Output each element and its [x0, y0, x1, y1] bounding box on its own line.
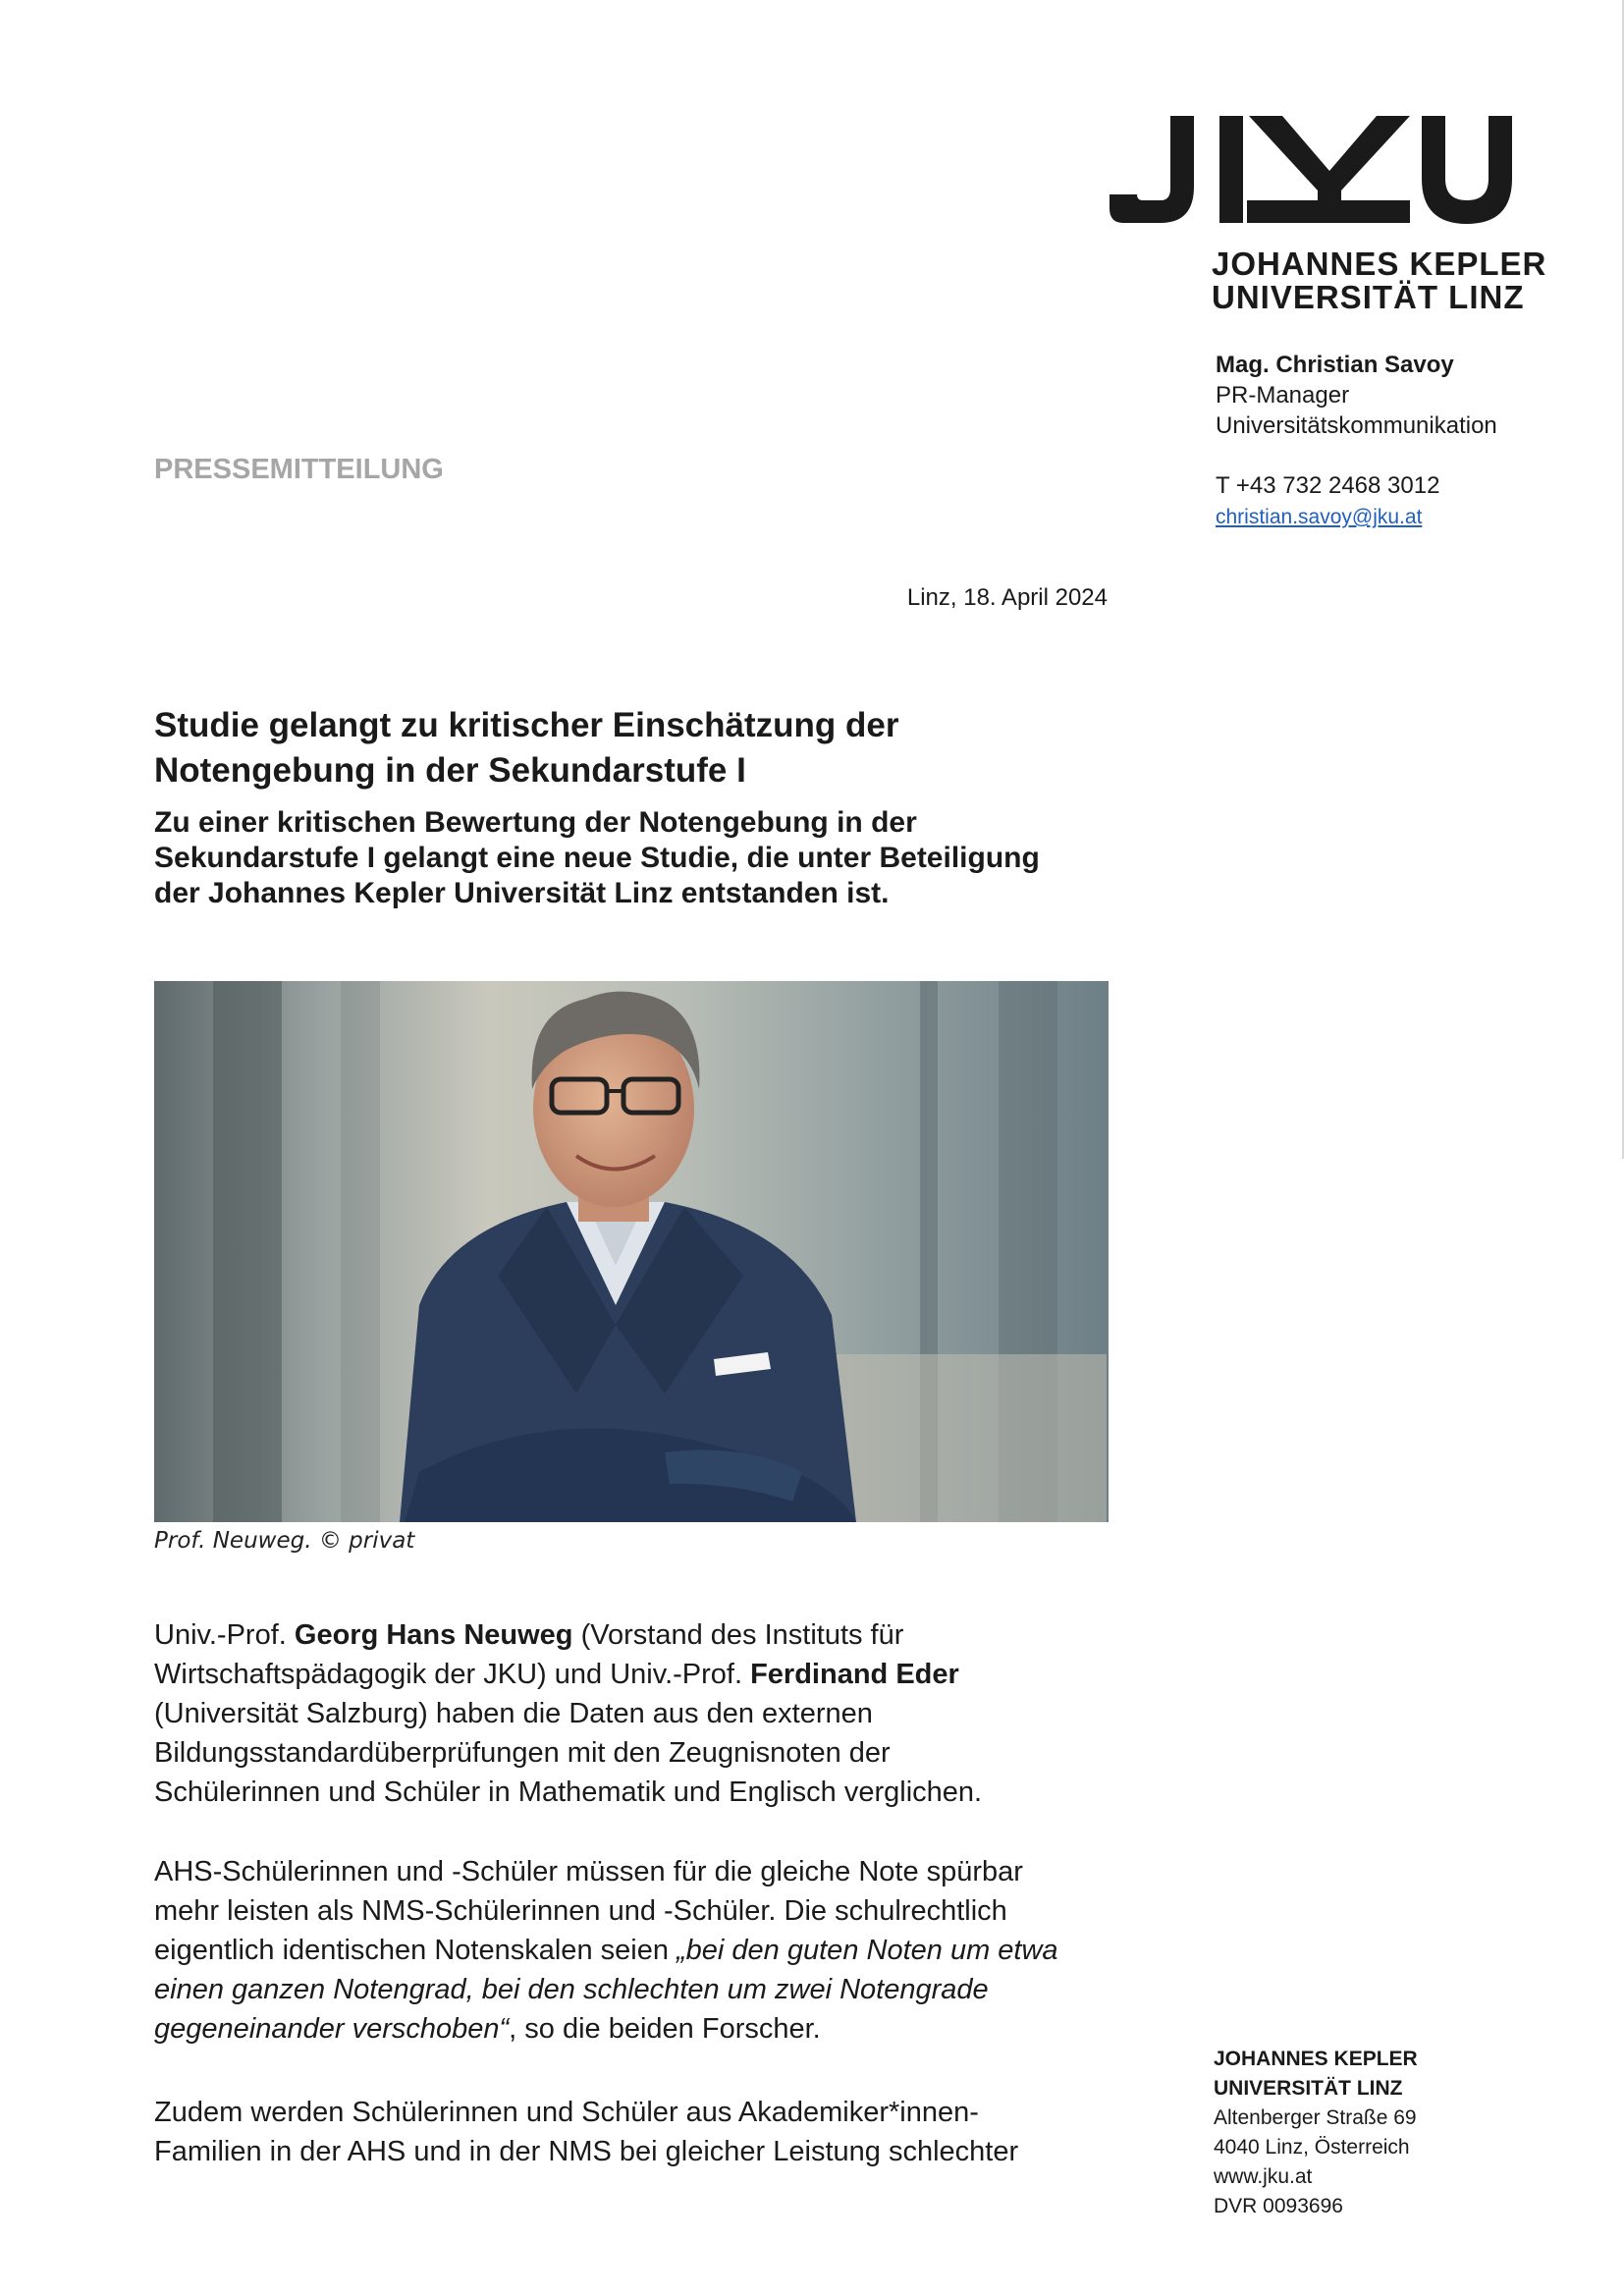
contact-phone: T +43 732 2468 3012 [1216, 472, 1440, 499]
document-type-label: PRESSEMITTEILUNG [154, 454, 444, 485]
body-paragraph-1 [154, 1615, 1126, 1812]
address-line1: JOHANNES KEPLER [1214, 2048, 1418, 2070]
body-paragraph-3 [154, 2093, 1126, 2171]
p3-line1: Zudem werden Schülerinnen und Schüler aus Akademiker*innen- [154, 2097, 979, 2128]
press-contact [1216, 350, 1589, 532]
p1-text-f: (Universität Salzburg) haben die Daten aus den externen [154, 1698, 873, 1729]
headline-line2: Notengebung in der Sekundarstufe I [154, 751, 746, 790]
contact-name: Mag. Christian Savoy [1216, 352, 1454, 378]
release-date: Linz, 18. April 2024 [906, 584, 1108, 611]
address-dvr: DVR 0093696 [1214, 2195, 1343, 2217]
lead-paragraph [154, 805, 1116, 911]
person-name-neuweg: Georg Hans Neuweg [294, 1619, 573, 1651]
p1-text-h: Schülerinnen und Schüler in Mathematik und Englisch verglichen. [154, 1777, 983, 1808]
p2-line2: mehr leisten als NMS-Schülerinnen und -Schüler. Die schulrechtlich [154, 1895, 1007, 1927]
contact-department: Universitätskommunikation [1216, 412, 1497, 439]
headline-line1: Studie gelangt zu kritischer Einschätzung der [154, 706, 899, 744]
p1-text-c: (Vorstand des Instituts für [572, 1619, 904, 1651]
p1-text-a: Univ.-Prof. [154, 1619, 295, 1651]
jku-logo [1110, 110, 1547, 316]
p3-line2: Familien in der AHS und in der NMS bei gleicher Leistung schlechter [154, 2136, 1019, 2167]
address-street: Altenberger Straße 69 [1214, 2106, 1417, 2129]
p1-text-g: Bildungsstandardüberprüfungen mit den Zeugnisnoten der [154, 1737, 891, 1769]
contact-email-link[interactable]: christian.savoy@jku.at [1216, 506, 1423, 528]
p2-line1: AHS-Schülerinnen und -Schüler müssen für die gleiche Note spürbar [154, 1856, 1023, 1887]
headline [154, 703, 1116, 793]
quote-part1: „bei den guten Noten um etwa [677, 1935, 1058, 1966]
address-line2: UNIVERSITÄT LINZ [1214, 2077, 1403, 2100]
quote-part3: gegeneinander verschoben“ [154, 2013, 510, 2045]
logo-text-line2: UNIVERSITÄT LINZ [1212, 279, 1525, 315]
portrait-illustration [154, 981, 1109, 1522]
lead-line3: der Johannes Kepler Universität Linz entstanden ist. [154, 877, 890, 909]
body-paragraph-2 [154, 1852, 1126, 2049]
p1-text-d: Wirtschaftspädagogik der JKU) und Univ.-Prof. [154, 1659, 751, 1690]
photo-caption: Prof. Neuweg. © privat [154, 1528, 415, 1554]
p2-line3a: eigentlich identischen Notenskalen seien [154, 1935, 677, 1966]
p2-line5b: , so die beiden Forscher. [509, 2013, 821, 2045]
university-address [1214, 2045, 1508, 2221]
address-web[interactable]: www.jku.at [1214, 2165, 1313, 2188]
person-name-eder: Ferdinand Eder [750, 1659, 959, 1690]
logo-text-line1: JOHANNES KEPLER [1212, 246, 1547, 282]
contact-role: PR-Manager [1216, 382, 1350, 409]
jku-logo-mark [1110, 110, 1512, 228]
address-city: 4040 Linz, Österreich [1214, 2136, 1410, 2159]
quote-part2: einen ganzen Notengrad, bei den schlechten um zwei Notengrade [154, 1974, 989, 2005]
lead-line2: Sekundarstufe I gelangt eine neue Studie, die unter Beteiligung [154, 842, 1040, 874]
portrait-photo [154, 981, 1109, 1522]
lead-line1: Zu einer kritischen Bewertung der Notengebung in der [154, 806, 917, 839]
